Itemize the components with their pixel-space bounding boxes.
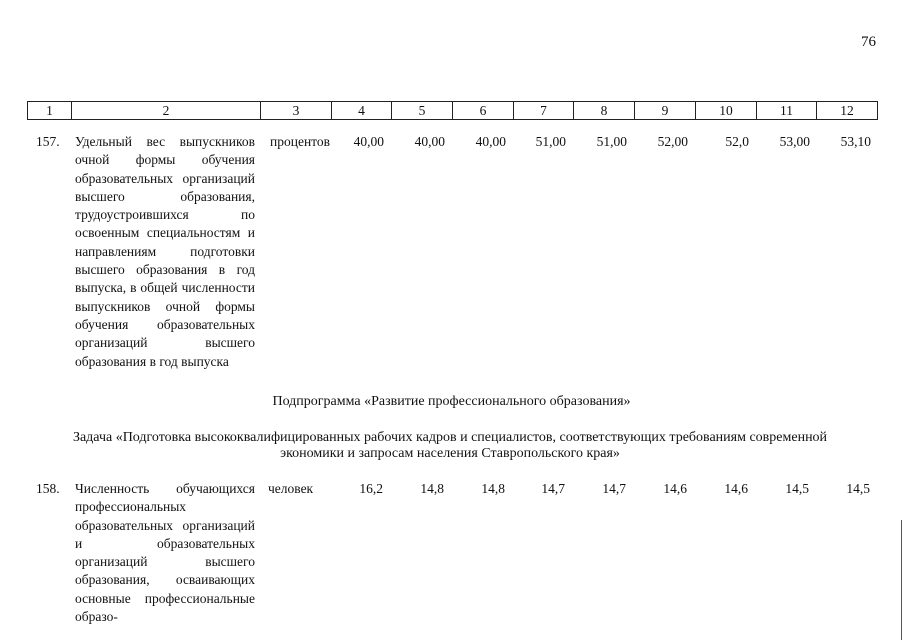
row-unit: человек xyxy=(268,481,314,496)
row-value: 40,00 xyxy=(475,134,506,149)
row-value: 40,00 xyxy=(414,134,445,149)
row-number: 157. xyxy=(36,134,60,149)
task-heading-line1: Задача «Подготовка высококвалифицированных рабочих кадров и специалистов, соответствующих требованиям современной xyxy=(72,430,828,445)
row-value: 14,8 xyxy=(420,481,444,496)
row-value: 51,00 xyxy=(596,134,627,149)
row-value: 53,10 xyxy=(840,134,871,149)
column-header-cell: 10 xyxy=(696,102,757,120)
column-header-cell: 9 xyxy=(635,102,696,120)
row-description: Численность обучающихся профессиональных образовательных организаций и образовательных организаций высшего образования, осваивающих основные профессиональные образо- xyxy=(75,481,255,625)
column-number-header xyxy=(27,101,878,120)
scan-edge-line xyxy=(901,520,902,640)
column-header-cell: 5 xyxy=(392,102,453,120)
column-header-cell: 8 xyxy=(574,102,635,120)
row-value: 14,6 xyxy=(663,481,687,496)
column-header-cell: 6 xyxy=(453,102,514,120)
page-number: 76 xyxy=(861,34,876,50)
row-value: 52,00 xyxy=(657,134,688,149)
row-value: 53,00 xyxy=(779,134,810,149)
column-header-cell: 2 xyxy=(72,102,261,120)
column-header-cell: 7 xyxy=(514,102,574,120)
row-value: 14,5 xyxy=(846,481,870,496)
row-value: 14,5 xyxy=(785,481,809,496)
row-value: 14,8 xyxy=(481,481,505,496)
row-unit: процентов xyxy=(270,134,331,149)
row-value: 14,6 xyxy=(724,481,748,496)
row-description: Удельный вес выпускников очной формы обучения образовательных организаций высшего образования, трудоустроившихся по освоенным специальностям и направлениям подготовки высшего образования в год выпуска, в общей численности выпускников очной формы обучения образовательных организаций высшего образования в год выпуска xyxy=(75,134,255,369)
subprogram-heading: Подпрограмма «Развитие профессионального образования» xyxy=(272,394,631,409)
row-value: 14,7 xyxy=(602,481,626,496)
task-heading-line2: экономики и запросам населения Ставропольского края» xyxy=(280,446,620,461)
row-value: 40,00 xyxy=(353,134,384,149)
column-header-cell: 11 xyxy=(757,102,817,120)
row-number: 158. xyxy=(36,481,60,496)
row-value: 51,00 xyxy=(535,134,566,149)
column-header-cell: 4 xyxy=(332,102,392,120)
column-header-cell: 1 xyxy=(28,102,72,120)
row-value: 16,2 xyxy=(359,481,383,496)
row-value: 14,7 xyxy=(541,481,565,496)
column-header-cell: 12 xyxy=(817,102,878,120)
column-header-cell: 3 xyxy=(261,102,332,120)
row-value: 52,0 xyxy=(725,134,749,149)
